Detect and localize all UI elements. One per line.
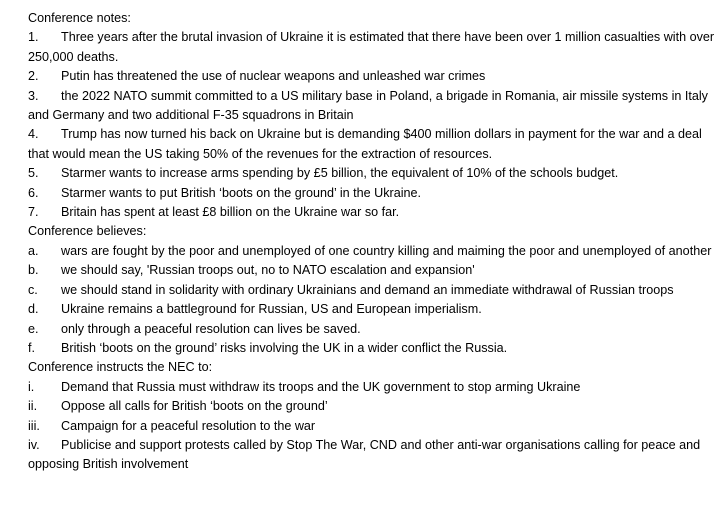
list-item bbox=[28, 378, 716, 397]
list-item-text: Three years after the brutal invasion of Ukraine it is estimated that there have been over 1 million casualties with over 250,000 deaths. bbox=[28, 30, 715, 64]
list-marker: f. bbox=[28, 340, 35, 355]
list-item bbox=[28, 242, 716, 261]
list-marker: i. bbox=[28, 379, 35, 394]
list-marker: c. bbox=[28, 282, 38, 297]
list-item bbox=[28, 164, 716, 183]
list-marker: ii. bbox=[28, 399, 38, 414]
list-item bbox=[28, 436, 716, 475]
instructs-list bbox=[28, 378, 716, 475]
list-item-text: Ukraine remains a battleground for Russian, US and European imperialism. bbox=[61, 302, 482, 317]
list-item bbox=[28, 397, 716, 416]
list-item-text: Demand that Russia must withdraw its troops and the UK government to stop arming Ukraine bbox=[61, 379, 581, 394]
list-item bbox=[28, 300, 716, 319]
list-item bbox=[28, 417, 716, 436]
list-item bbox=[28, 261, 716, 280]
list-item-text: only through a peaceful resolution can lives be saved. bbox=[61, 321, 361, 336]
list-marker: 4. bbox=[28, 127, 39, 142]
section-heading-believes: Conference believes: bbox=[28, 224, 147, 239]
document-body bbox=[28, 9, 716, 475]
list-marker: 3. bbox=[28, 88, 39, 103]
list-item bbox=[28, 28, 716, 67]
list-item-text: wars are fought by the poor and unemployed of one country killing and maiming the poor and unemployed of another bbox=[61, 243, 712, 258]
list-item-text: the 2022 NATO summit committed to a US military base in Poland, a brigade in Romania, air missile systems in Italy and Germany and two additional F-35 squadrons in Britain bbox=[28, 88, 708, 123]
list-item-text: Oppose all calls for British ‘boots on the ground’ bbox=[61, 399, 328, 414]
list-marker: 5. bbox=[28, 166, 39, 181]
list-marker: 1. bbox=[28, 30, 39, 45]
list-item-text: we should say, 'Russian troops out, no to NATO escalation and expansion' bbox=[61, 263, 475, 278]
list-marker: 7. bbox=[28, 205, 39, 220]
list-marker: 6. bbox=[28, 185, 39, 200]
list-item bbox=[28, 67, 716, 86]
list-item bbox=[28, 281, 716, 300]
notes-list bbox=[28, 28, 716, 222]
section-heading-notes: Conference notes: bbox=[28, 11, 131, 25]
list-item-text: Starmer wants to increase arms spending by £5 billion, the equivalent of 10% of the schools budget. bbox=[61, 166, 619, 181]
list-marker: e. bbox=[28, 321, 39, 336]
list-item bbox=[28, 320, 716, 339]
list-item bbox=[28, 125, 716, 164]
list-item bbox=[28, 203, 716, 222]
believes-list bbox=[28, 242, 716, 358]
list-marker: b. bbox=[28, 263, 39, 278]
list-item bbox=[28, 184, 716, 203]
list-item-text: we should stand in solidarity with ordinary Ukrainians and demand an immediate withdrawal of Russian troops bbox=[61, 282, 674, 297]
list-marker: 2. bbox=[28, 69, 39, 84]
list-marker: iv. bbox=[28, 437, 40, 452]
list-item-text: Campaign for a peaceful resolution to the war bbox=[61, 418, 316, 433]
list-item bbox=[28, 87, 716, 126]
list-marker: d. bbox=[28, 302, 39, 317]
list-item bbox=[28, 339, 716, 358]
list-marker: a. bbox=[28, 243, 39, 258]
list-item-text: British ‘boots on the ground’ risks involving the UK in a wider conflict the Russia. bbox=[61, 340, 508, 355]
section-heading-instructs: Conference instructs the NEC to: bbox=[28, 360, 213, 375]
list-marker: iii. bbox=[28, 418, 40, 433]
list-item-text: Starmer wants to put British ‘boots on the ground’ in the Ukraine. bbox=[61, 185, 422, 200]
list-item-text: Putin has threatened the use of nuclear weapons and unleashed war crimes bbox=[61, 69, 486, 84]
list-item-text: Publicise and support protests called by Stop The War, CND and other anti-war organisations calling for peace and opposing British involvement bbox=[28, 437, 701, 472]
list-item-text: Britain has spent at least £8 billion on the Ukraine war so far. bbox=[61, 205, 400, 220]
list-item-text: Trump has now turned his back on Ukraine but is demanding $400 million dollars in payment for the war and a deal that would mean the US taking 50% of the revenues for the extraction of resources. bbox=[28, 127, 702, 161]
